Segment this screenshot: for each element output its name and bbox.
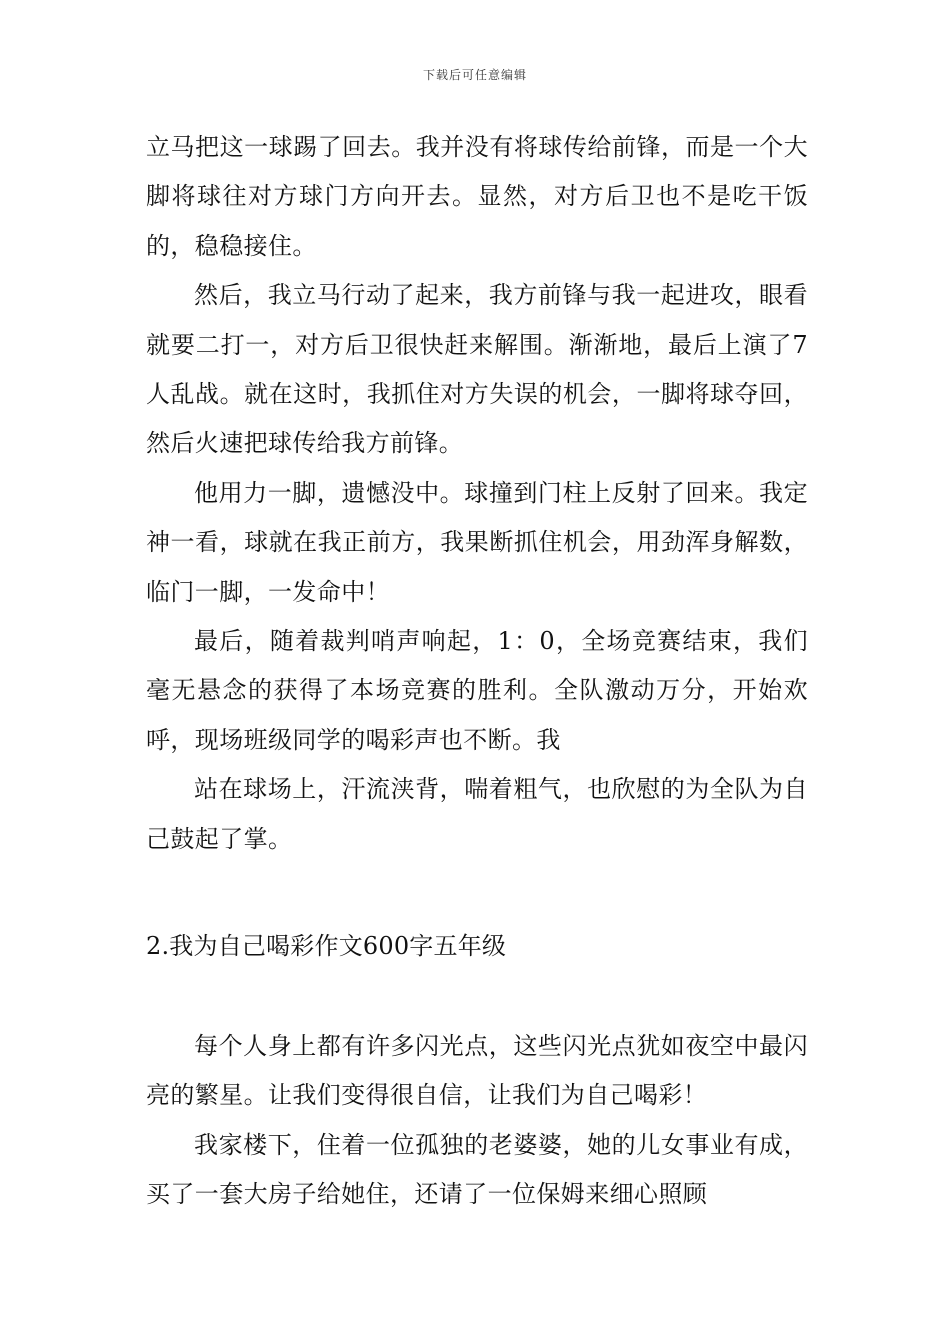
paragraph: 站在球场上，汗流浃背，喘着粗气，也欣慰的为全队为自己鼓起了掌。	[146, 775, 808, 853]
document-body-section-2	[146, 1022, 808, 1220]
paragraph: 我家楼下，住着一位孤独的老婆婆，她的儿女事业有成，买了一套大房子给她住，还请了一位保姆来细心照顾	[146, 1130, 808, 1209]
paragraph: 每个人身上都有许多闪光点，这些闪光点犹如夜空中最闪亮的繁星。让我们变得很自信，让我们为自己喝彩！	[146, 1032, 808, 1110]
paragraph: 他用力一脚，遗憾没中。球撞到门柱上反射了回来。我定神一看，球就在我正前方，我果断抓住机会，用劲浑身解数，临门一脚，一发命中！	[146, 478, 808, 606]
section-heading: 2.我为自己喝彩作文600字五年级	[146, 932, 507, 960]
paragraph: 立马把这一球踢了回去。我并没有将球传给前锋，而是一个大脚将球往对方球门方向开去。显然，对方后卫也不是吃干饭的，稳稳接住。	[146, 133, 808, 260]
page-header: 下载后可任意编辑	[422, 68, 527, 82]
paragraph: 最后，随着裁判哨声响起，1：0，全场竞赛结束，我们毫无悬念的获得了本场竞赛的胜利。全队激动万分，开始欢呼，现场班级同学的喝彩声也不断。我	[146, 627, 808, 754]
document-body	[146, 123, 808, 864]
paragraph: 然后，我立马行动了起来，我方前锋与我一起进攻，眼看就要二打一，对方后卫很快赶来解围。渐渐地，最后上演了7人乱战。就在这时，我抓住对方失误的机会，一脚将球夺回，然后火速把球传给我方前锋。	[146, 281, 808, 458]
